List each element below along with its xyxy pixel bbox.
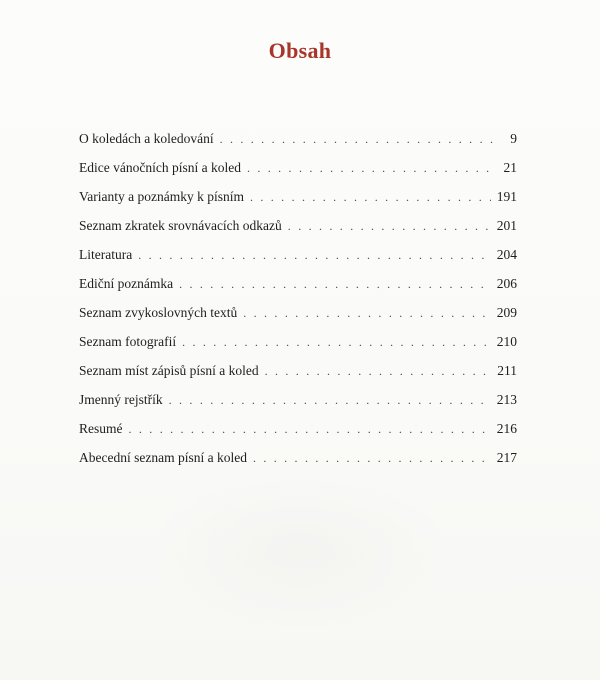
toc-entry-label: Abecední seznam písní a koled <box>79 450 247 465</box>
toc-entry <box>79 269 517 298</box>
table-of-contents <box>79 124 517 472</box>
toc-entry <box>79 414 517 443</box>
toc-entry <box>79 443 517 472</box>
toc-entry-label: O koledách a koledování <box>79 131 214 146</box>
dot-leader <box>265 357 492 386</box>
toc-entry <box>79 182 517 211</box>
toc-entry-page: 210 <box>496 334 517 349</box>
toc-entry <box>79 124 517 153</box>
toc-entry-page: 9 <box>510 131 517 146</box>
dot-leader <box>138 241 491 270</box>
toc-entry-label: Seznam fotografií <box>79 334 177 349</box>
toc-entry-label: Ediční poznámka <box>79 276 174 291</box>
toc-entry-label: Seznam míst zápisů písní a koled <box>79 363 259 378</box>
dot-leader <box>288 212 491 241</box>
dot-leader <box>220 125 497 154</box>
dot-leader <box>169 386 491 415</box>
toc-entry-label: Varianty a poznámky k písním <box>79 189 244 204</box>
toc-entry <box>79 211 517 240</box>
dot-leader <box>182 328 491 357</box>
dot-leader <box>253 444 491 473</box>
dot-leader <box>247 154 497 183</box>
toc-entry <box>79 385 517 414</box>
toc-entry-page: 209 <box>496 305 517 320</box>
dot-leader <box>129 415 491 444</box>
toc-entry <box>79 356 517 385</box>
toc-entry-page: 217 <box>496 450 517 465</box>
toc-entry-label: Seznam zvykoslovných textů <box>79 305 238 320</box>
toc-entry <box>79 298 517 327</box>
dot-leader <box>243 299 491 328</box>
toc-entry-page: 211 <box>497 363 517 378</box>
toc-entry-label: Literatura <box>79 247 133 262</box>
toc-entry-page: 191 <box>496 189 517 204</box>
toc-entry-label: Jmenný rejstřík <box>79 392 163 407</box>
toc-entry-label: Edice vánočních písní a koled <box>79 160 241 175</box>
toc-entry-page: 21 <box>503 160 517 175</box>
toc-entry <box>79 153 517 182</box>
toc-entry <box>79 327 517 356</box>
toc-entry-page: 201 <box>496 218 517 233</box>
page-title: Obsah <box>268 38 332 63</box>
dot-leader <box>179 270 491 299</box>
toc-entry-page: 216 <box>496 421 517 436</box>
toc-entry-page: 206 <box>496 276 517 291</box>
toc-entry-page: 213 <box>496 392 517 407</box>
show-through-shadow <box>150 470 450 630</box>
dot-leader <box>250 183 491 212</box>
toc-entry-page: 204 <box>496 247 517 262</box>
toc-entry-label: Resumé <box>79 421 123 436</box>
toc-entry-label: Seznam zkratek srovnávacích odkazů <box>79 218 282 233</box>
toc-entry <box>79 240 517 269</box>
